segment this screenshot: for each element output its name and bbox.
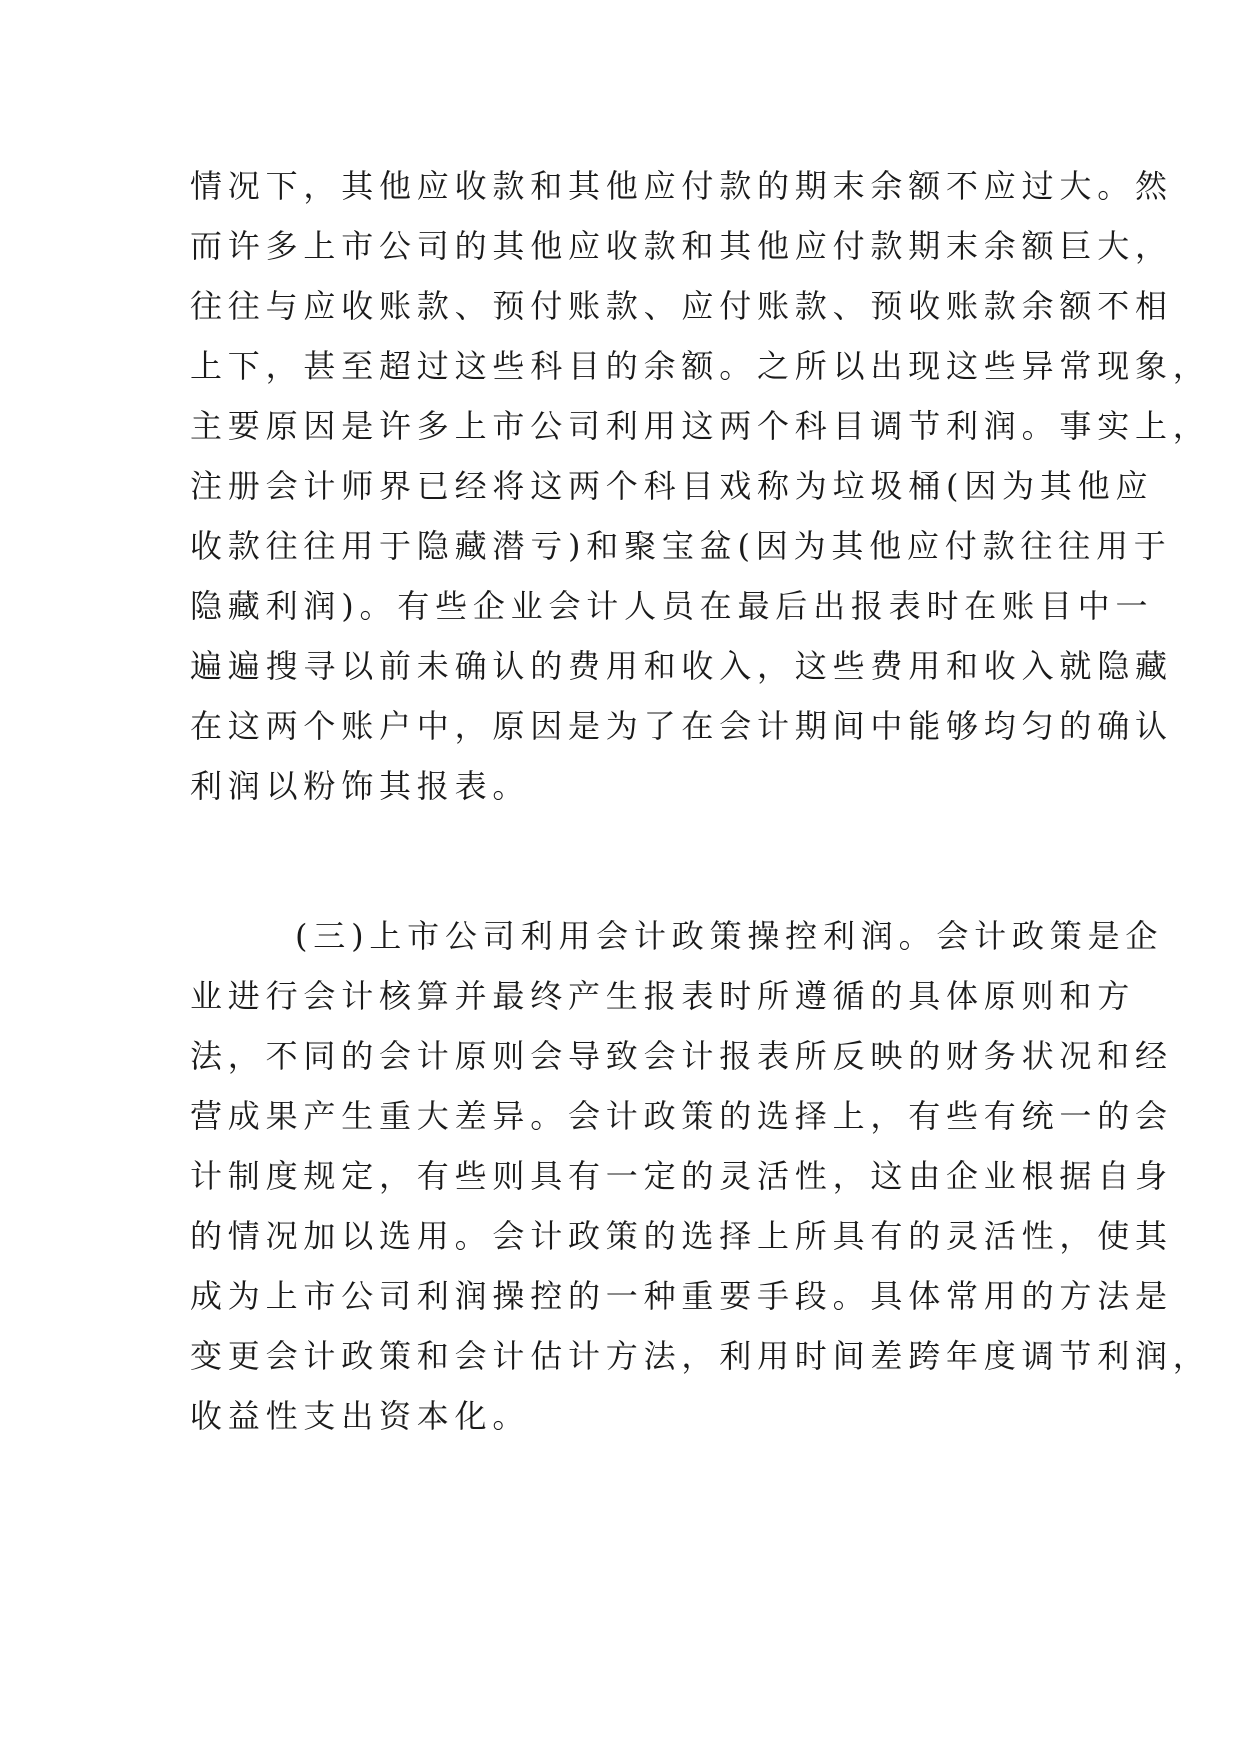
text-line: 上下，甚至超过这些科目的余额。之所以出现这些异常现象， — [190, 347, 1211, 385]
text-line: 计制度规定，有些则具有一定的灵活性，这由企业根据自身 — [190, 1157, 1173, 1195]
paragraph-other-receivables — [190, 156, 1211, 816]
text-line: 利润以粉饰其报表。 — [190, 767, 531, 805]
text-line: 业进行会计核算并最终产生报表时所遵循的具体原则和方 — [190, 977, 1136, 1015]
text-line: 主要原因是许多上市公司利用这两个科目调节利润。事实上， — [190, 407, 1211, 445]
text-line: 营成果产生重大差异。会计政策的选择上，有些有统一的会 — [190, 1097, 1173, 1135]
paragraph-accounting-policy — [190, 906, 1211, 1446]
text-line: 变更会计政策和会计估计方法，利用时间差跨年度调节利润， — [190, 1337, 1211, 1375]
text-line: 注册会计师界已经将这两个科目戏称为垃圾桶(因为其他应 — [190, 467, 1154, 505]
text-line: 法，不同的会计原则会导致会计报表所反映的财务状况和经 — [190, 1037, 1173, 1075]
text-line: 隐藏利润)。有些企业会计人员在最后出报表时在账目中一 — [190, 587, 1154, 625]
text-line: 往往与应收账款、预付账款、应付账款、预收账款余额不相 — [190, 287, 1173, 325]
text-line: 成为上市公司利润操控的一种重要手段。具体常用的方法是 — [190, 1277, 1173, 1315]
text-line: 遍遍搜寻以前未确认的费用和收入，这些费用和收入就隐藏 — [190, 647, 1173, 685]
text-line: 收款往往用于隐藏潜亏)和聚宝盆(因为其他应付款往往用于 — [190, 527, 1172, 565]
text-line-section-heading: (三)上市公司利用会计政策操控利润。会计政策是企 — [295, 917, 1164, 955]
text-line: 收益性支出资本化。 — [190, 1397, 531, 1435]
text-line: 而许多上市公司的其他应收款和其他应付款期末余额巨大， — [190, 227, 1173, 265]
text-line: 情况下，其他应收款和其他应付款的期末余额不应过大。然 — [190, 167, 1173, 205]
text-line: 在这两个账户中，原因是为了在会计期间中能够均匀的确认 — [190, 707, 1173, 745]
text-line: 的情况加以选用。会计政策的选择上所具有的灵活性，使其 — [190, 1217, 1173, 1255]
